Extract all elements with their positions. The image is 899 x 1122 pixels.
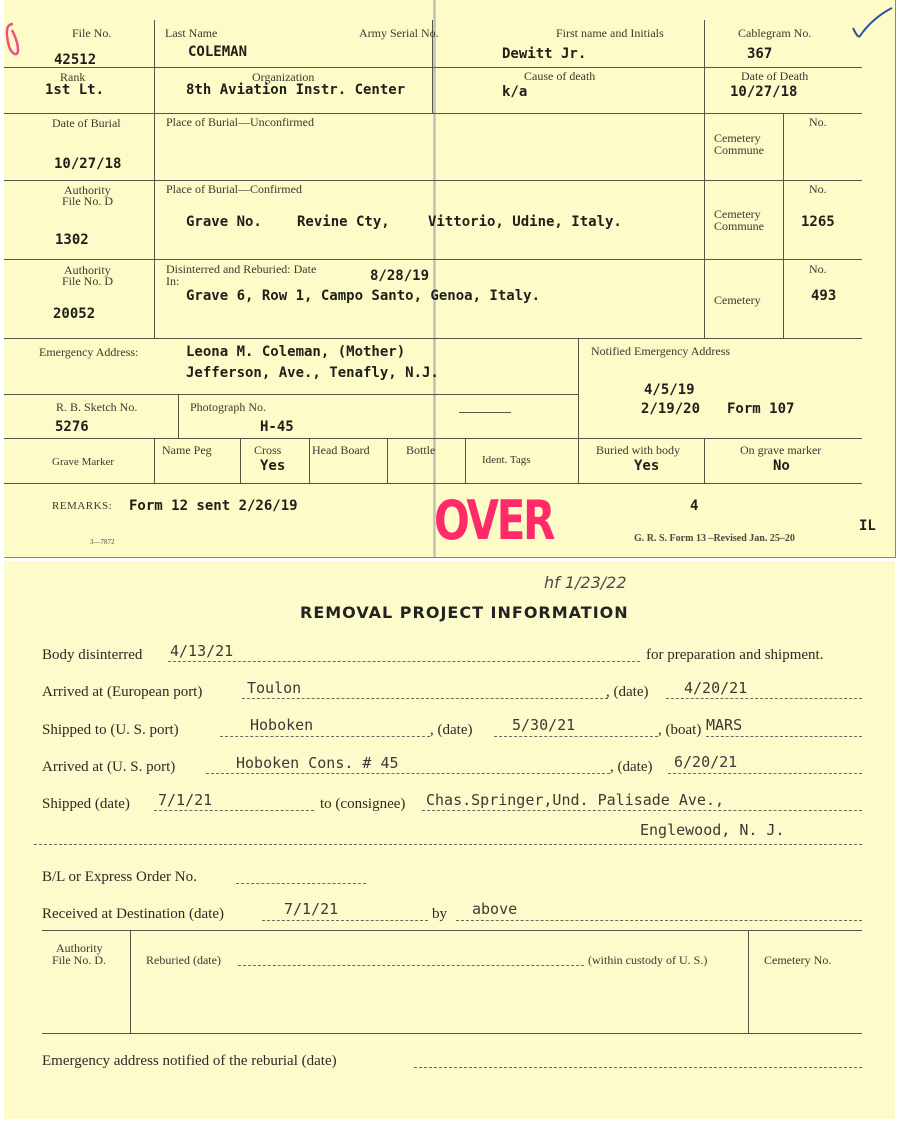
header-note: hf 1/23/22	[544, 573, 627, 592]
reburied-no-value: 493	[811, 288, 837, 304]
emergency-line-1: Leona M. Coleman, (Mother)	[186, 344, 406, 360]
arrived-us-date-value: 6/20/21	[674, 753, 738, 771]
authority-file-label-3: File No. D.	[52, 953, 106, 967]
place-confirmed-label: Place of Burial—Confirmed	[166, 182, 302, 196]
disinterred-label: Disinterred and Reburied: Date	[166, 262, 317, 276]
reburied-date-value: 8/28/19	[370, 268, 430, 284]
boat-value: MARS	[706, 716, 743, 734]
buried-with-body-label: Buried with body	[596, 443, 680, 457]
place-unconfirmed-label: Place of Burial—Unconfirmed	[166, 115, 314, 129]
euro-port-value: Toulon	[247, 679, 302, 697]
grave-marker-label: Grave Marker	[52, 456, 114, 468]
rank-label: Rank	[60, 70, 86, 84]
authority-label-2: Authority	[64, 263, 111, 277]
euro-date-value: 4/20/21	[684, 679, 748, 697]
removal-project-card	[4, 561, 895, 1119]
us-port-value: Hoboken	[250, 716, 314, 734]
place-confirmed-value-2: Vittorio, Udine, Italy.	[428, 214, 622, 230]
head-board-label: Head Board	[312, 443, 370, 457]
on-grave-marker-label: On grave marker	[740, 443, 822, 457]
arrived-euro-label: Arrived at (European port)	[42, 684, 203, 700]
emergency-address-label: Emergency Address:	[39, 345, 139, 359]
check-mark-icon	[850, 4, 894, 40]
shipped-date-value: 7/1/21	[158, 791, 213, 809]
photograph-label: Photograph No.	[190, 400, 266, 414]
rb-sketch-label: R. B. Sketch No.	[56, 400, 138, 414]
emergency-line-2: Jefferson, Ave., Tenafly, N.J.	[186, 365, 439, 381]
received-by-value: above	[472, 900, 518, 918]
bl-order-label: B/L or Express Order No.	[42, 869, 197, 885]
authority-label-3: Authority	[56, 941, 103, 955]
cross-label: Cross	[254, 443, 282, 457]
file-no-value: 42512	[54, 52, 97, 68]
cablegram-value: 367	[747, 46, 773, 62]
received-label: Received at Destination (date)	[42, 906, 225, 922]
within-custody-label: (within custody of U. S.)	[588, 953, 708, 967]
form-number: G. R. S. Form 13 –Revised Jan. 25–20	[634, 533, 795, 544]
reburied-place-value: Grave 6, Row 1, Campo Santo, Genoa, Italy.	[186, 288, 541, 304]
consignee-label: to (consignee)	[320, 796, 406, 812]
consignee-value-2: Englewood, N. J.	[640, 821, 785, 839]
body-disinterred-value: 4/13/21	[170, 642, 234, 660]
ship-date-value: 5/30/21	[512, 716, 576, 734]
cross-value: Yes	[260, 458, 286, 474]
on-grave-marker-value: No	[773, 458, 790, 474]
notified-emergency-label: Notified Emergency Address	[591, 344, 731, 358]
arrived-us-value: Hoboken Cons. # 45	[236, 754, 399, 772]
removal-title: REMOVAL PROJECT INFORMATION	[300, 603, 629, 622]
commune-label-2: Commune	[714, 219, 764, 233]
cablegram-label: Cablegram No.	[738, 26, 812, 40]
dash-mark	[459, 412, 511, 413]
cause-of-death-value: k/a	[502, 84, 528, 100]
place-confirmed-value-1: Revine Cty,	[297, 214, 390, 230]
card-fold	[433, 0, 436, 557]
body-disinterred-label: Body disinterred	[42, 647, 143, 663]
file-no-label: File No.	[72, 26, 112, 40]
cemetery-commune-label: Cemetery	[714, 131, 761, 145]
date-of-death-label: Date of Death	[741, 69, 809, 83]
last-name-label: Last Name	[165, 26, 218, 40]
organization-value: 8th Aviation Instr. Center	[186, 82, 406, 98]
rank-value: 1st Lt.	[45, 82, 105, 98]
arrived-us-label: Arrived at (U. S. port)	[42, 759, 176, 775]
grave-no-text: Grave No.	[186, 214, 262, 230]
name-peg-label: Name Peg	[162, 443, 212, 457]
paper-clip-icon	[4, 22, 22, 62]
shipped-date-label: Shipped (date)	[42, 796, 130, 812]
date-of-burial-label: Date of Burial	[52, 116, 121, 130]
in-label: In:	[166, 274, 180, 288]
boat-label: , (boat)	[658, 722, 702, 738]
remarks-label: REMARKS:	[52, 500, 113, 512]
authority-file-value-2: 20052	[53, 306, 96, 322]
authority-file-value-1: 1302	[55, 232, 89, 248]
bottle-label: Bottle	[406, 443, 436, 457]
euro-date-label: , (date)	[606, 684, 649, 700]
confirmed-no-value: 1265	[801, 214, 835, 230]
notified-date-2: 2/19/20	[641, 401, 701, 417]
notified-date-1: 4/5/19	[644, 382, 695, 398]
initials-value: IL	[859, 518, 876, 534]
rb-sketch-value: 5276	[55, 419, 89, 435]
arrived-us-date-label: , (date)	[610, 759, 653, 775]
ship-date-label: , (date)	[430, 722, 473, 738]
consignee-value-1: Chas.Springer,Und. Palisade Ave.,	[426, 791, 725, 809]
date-of-burial-value: 10/27/18	[54, 156, 122, 172]
authority-file-label-1: File No. D	[62, 194, 113, 208]
received-date-value: 7/1/21	[284, 900, 339, 918]
ident-tags-label: Ident. Tags	[482, 454, 531, 466]
no-label-2: No.	[809, 182, 827, 196]
over-stamp: OVER	[434, 489, 554, 552]
army-serial-label: Army Serial No.	[359, 26, 439, 40]
cemetery-no-label: Cemetery No.	[764, 953, 832, 967]
burial-record-card	[4, 0, 896, 558]
reburied-label: Reburied (date)	[146, 953, 221, 967]
organization-label: Organization	[252, 70, 315, 84]
last-name-value: COLEMAN	[188, 44, 248, 60]
cemetery-label: Cemetery	[714, 293, 761, 307]
buried-with-body-value: Yes	[634, 458, 660, 474]
notified-form: Form 107	[727, 401, 795, 417]
print-code: 3—7872	[90, 538, 115, 546]
date-of-death-value: 10/27/18	[730, 84, 798, 100]
cause-of-death-label: Cause of death	[524, 69, 596, 83]
cemetery-commune-label-2: Cemetery	[714, 207, 761, 221]
authority-file-label-2: File No. D	[62, 274, 113, 288]
no-label-3: No.	[809, 262, 827, 276]
authority-label-1: Authority	[64, 183, 111, 197]
first-name-value: Dewitt Jr.	[502, 46, 587, 62]
shipped-to-label: Shipped to (U. S. port)	[42, 722, 179, 738]
remarks-value: Form 12 sent 2/26/19	[129, 498, 298, 514]
count-value: 4	[690, 498, 699, 514]
first-name-label: First name and Initials	[556, 26, 664, 40]
no-label-1: No.	[809, 115, 827, 129]
commune-label: Commune	[714, 143, 764, 157]
emergency-notified-label: Emergency address notified of the reburial (date)	[42, 1053, 337, 1069]
by-label: by	[432, 906, 447, 922]
photograph-value: H-45	[260, 419, 294, 435]
for-preparation-label: for preparation and shipment.	[646, 647, 824, 663]
